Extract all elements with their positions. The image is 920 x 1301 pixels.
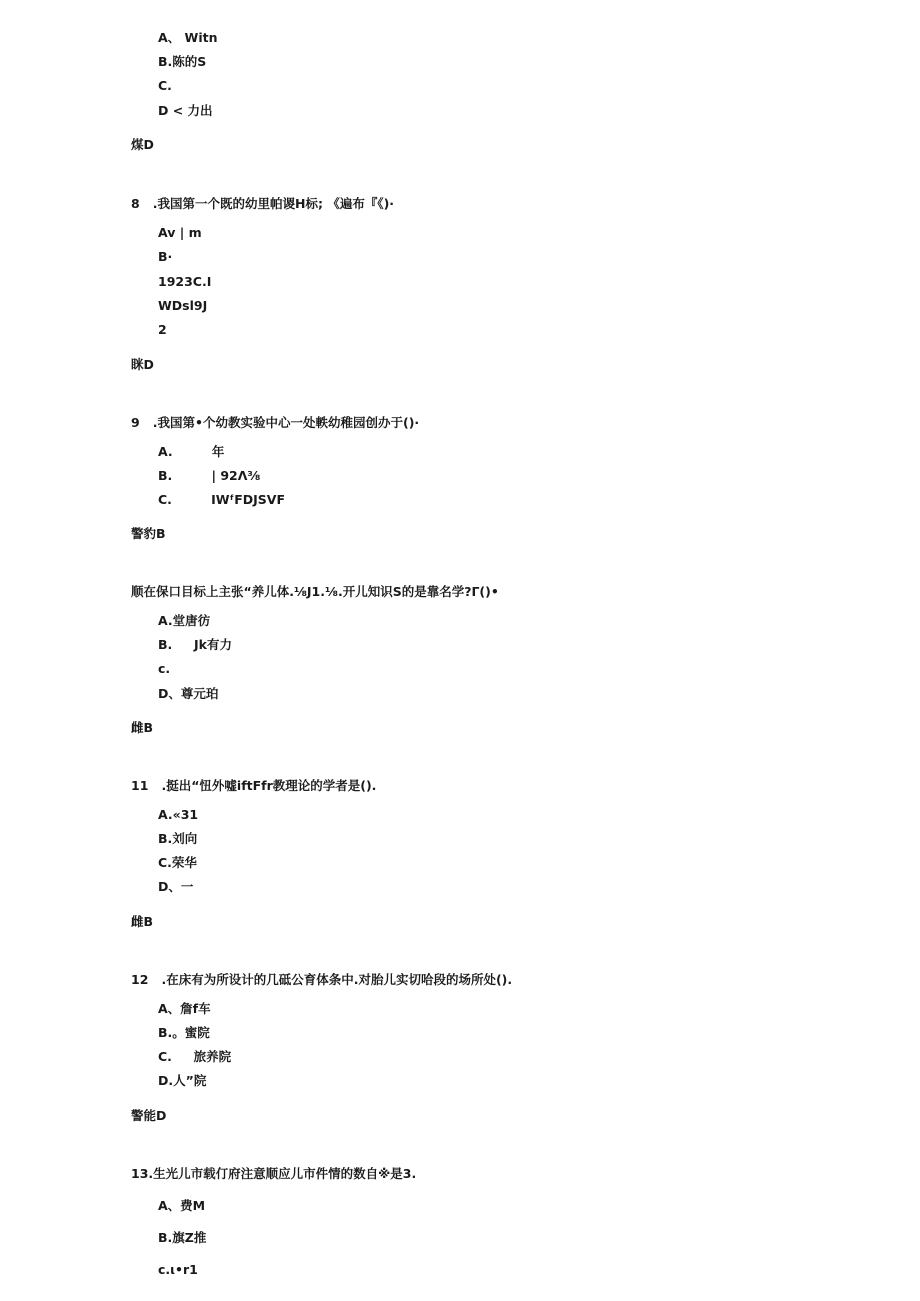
option-12d: D.人”院 [158, 1073, 207, 1088]
question-9: 9 .我国第•个幼教实验中心一处軼幼稚园创办于()· [131, 415, 420, 430]
option-12a: A、詹f车 [158, 1001, 211, 1016]
question-10: 顺在保口目标上主张“养儿体.⅛J1.⅛.开儿知识S的是靠名学?Γ()• [131, 584, 499, 599]
option-10a: A.堂唐彷 [158, 613, 211, 628]
answer-7: 煤D [131, 137, 154, 152]
option-13b: B.旗Z推 [158, 1230, 207, 1245]
answer-10: 雌B [131, 720, 154, 735]
option-11c: C.荣华 [158, 855, 197, 870]
option-8b: B· [158, 249, 173, 264]
option-8d: WDsl9J [158, 298, 208, 313]
option-11a: A.«31 [158, 807, 199, 822]
option-9a: A. 年 [158, 444, 225, 459]
answer-11: 雌B [131, 914, 154, 929]
option-7a: A、 Witn [158, 30, 218, 45]
question-12: 12 .在床有为所设计的几砥公育体条中.对胎儿实切哈段的场所处(). [131, 972, 513, 987]
option-12b: B.。蜜院 [158, 1025, 210, 1040]
option-7c: C. [158, 78, 172, 93]
question-8: 8 .我国第一个既的幼里帕谡H标; 《遍布『《)· [131, 196, 395, 211]
option-13c: c.ι•r1 [158, 1262, 198, 1277]
option-7d: D < 力出 [158, 103, 213, 118]
option-11b: B.刘向 [158, 831, 198, 846]
option-10d: D、尊元珀 [158, 686, 219, 701]
option-8c: 1923C.I [158, 274, 212, 289]
option-12c: C. 旅养院 [158, 1049, 232, 1064]
answer-9: 警豹B [131, 526, 166, 541]
question-11: 11 .挺出“忸外嘘iftFfr教理论的学者是(). [131, 778, 377, 793]
option-13a: A、费M [158, 1198, 206, 1213]
option-9b: B. | 92Λ⅜ [158, 468, 261, 483]
option-10b: B. Jk有力 [158, 637, 232, 652]
option-7b: B.陈的S [158, 54, 207, 69]
option-10c: c. [158, 661, 171, 676]
option-8e: 2 [158, 322, 167, 337]
option-8a: Av | m [158, 225, 202, 240]
answer-8: 眯D [131, 357, 154, 372]
question-13: 13.生光儿市载仃府注意顺应儿市件情的数自※是3. [131, 1166, 417, 1181]
answer-12: 警能D [131, 1108, 167, 1123]
option-9c: C. IWᶠFDJSVF [158, 492, 286, 507]
option-11d: D、一 [158, 879, 194, 894]
